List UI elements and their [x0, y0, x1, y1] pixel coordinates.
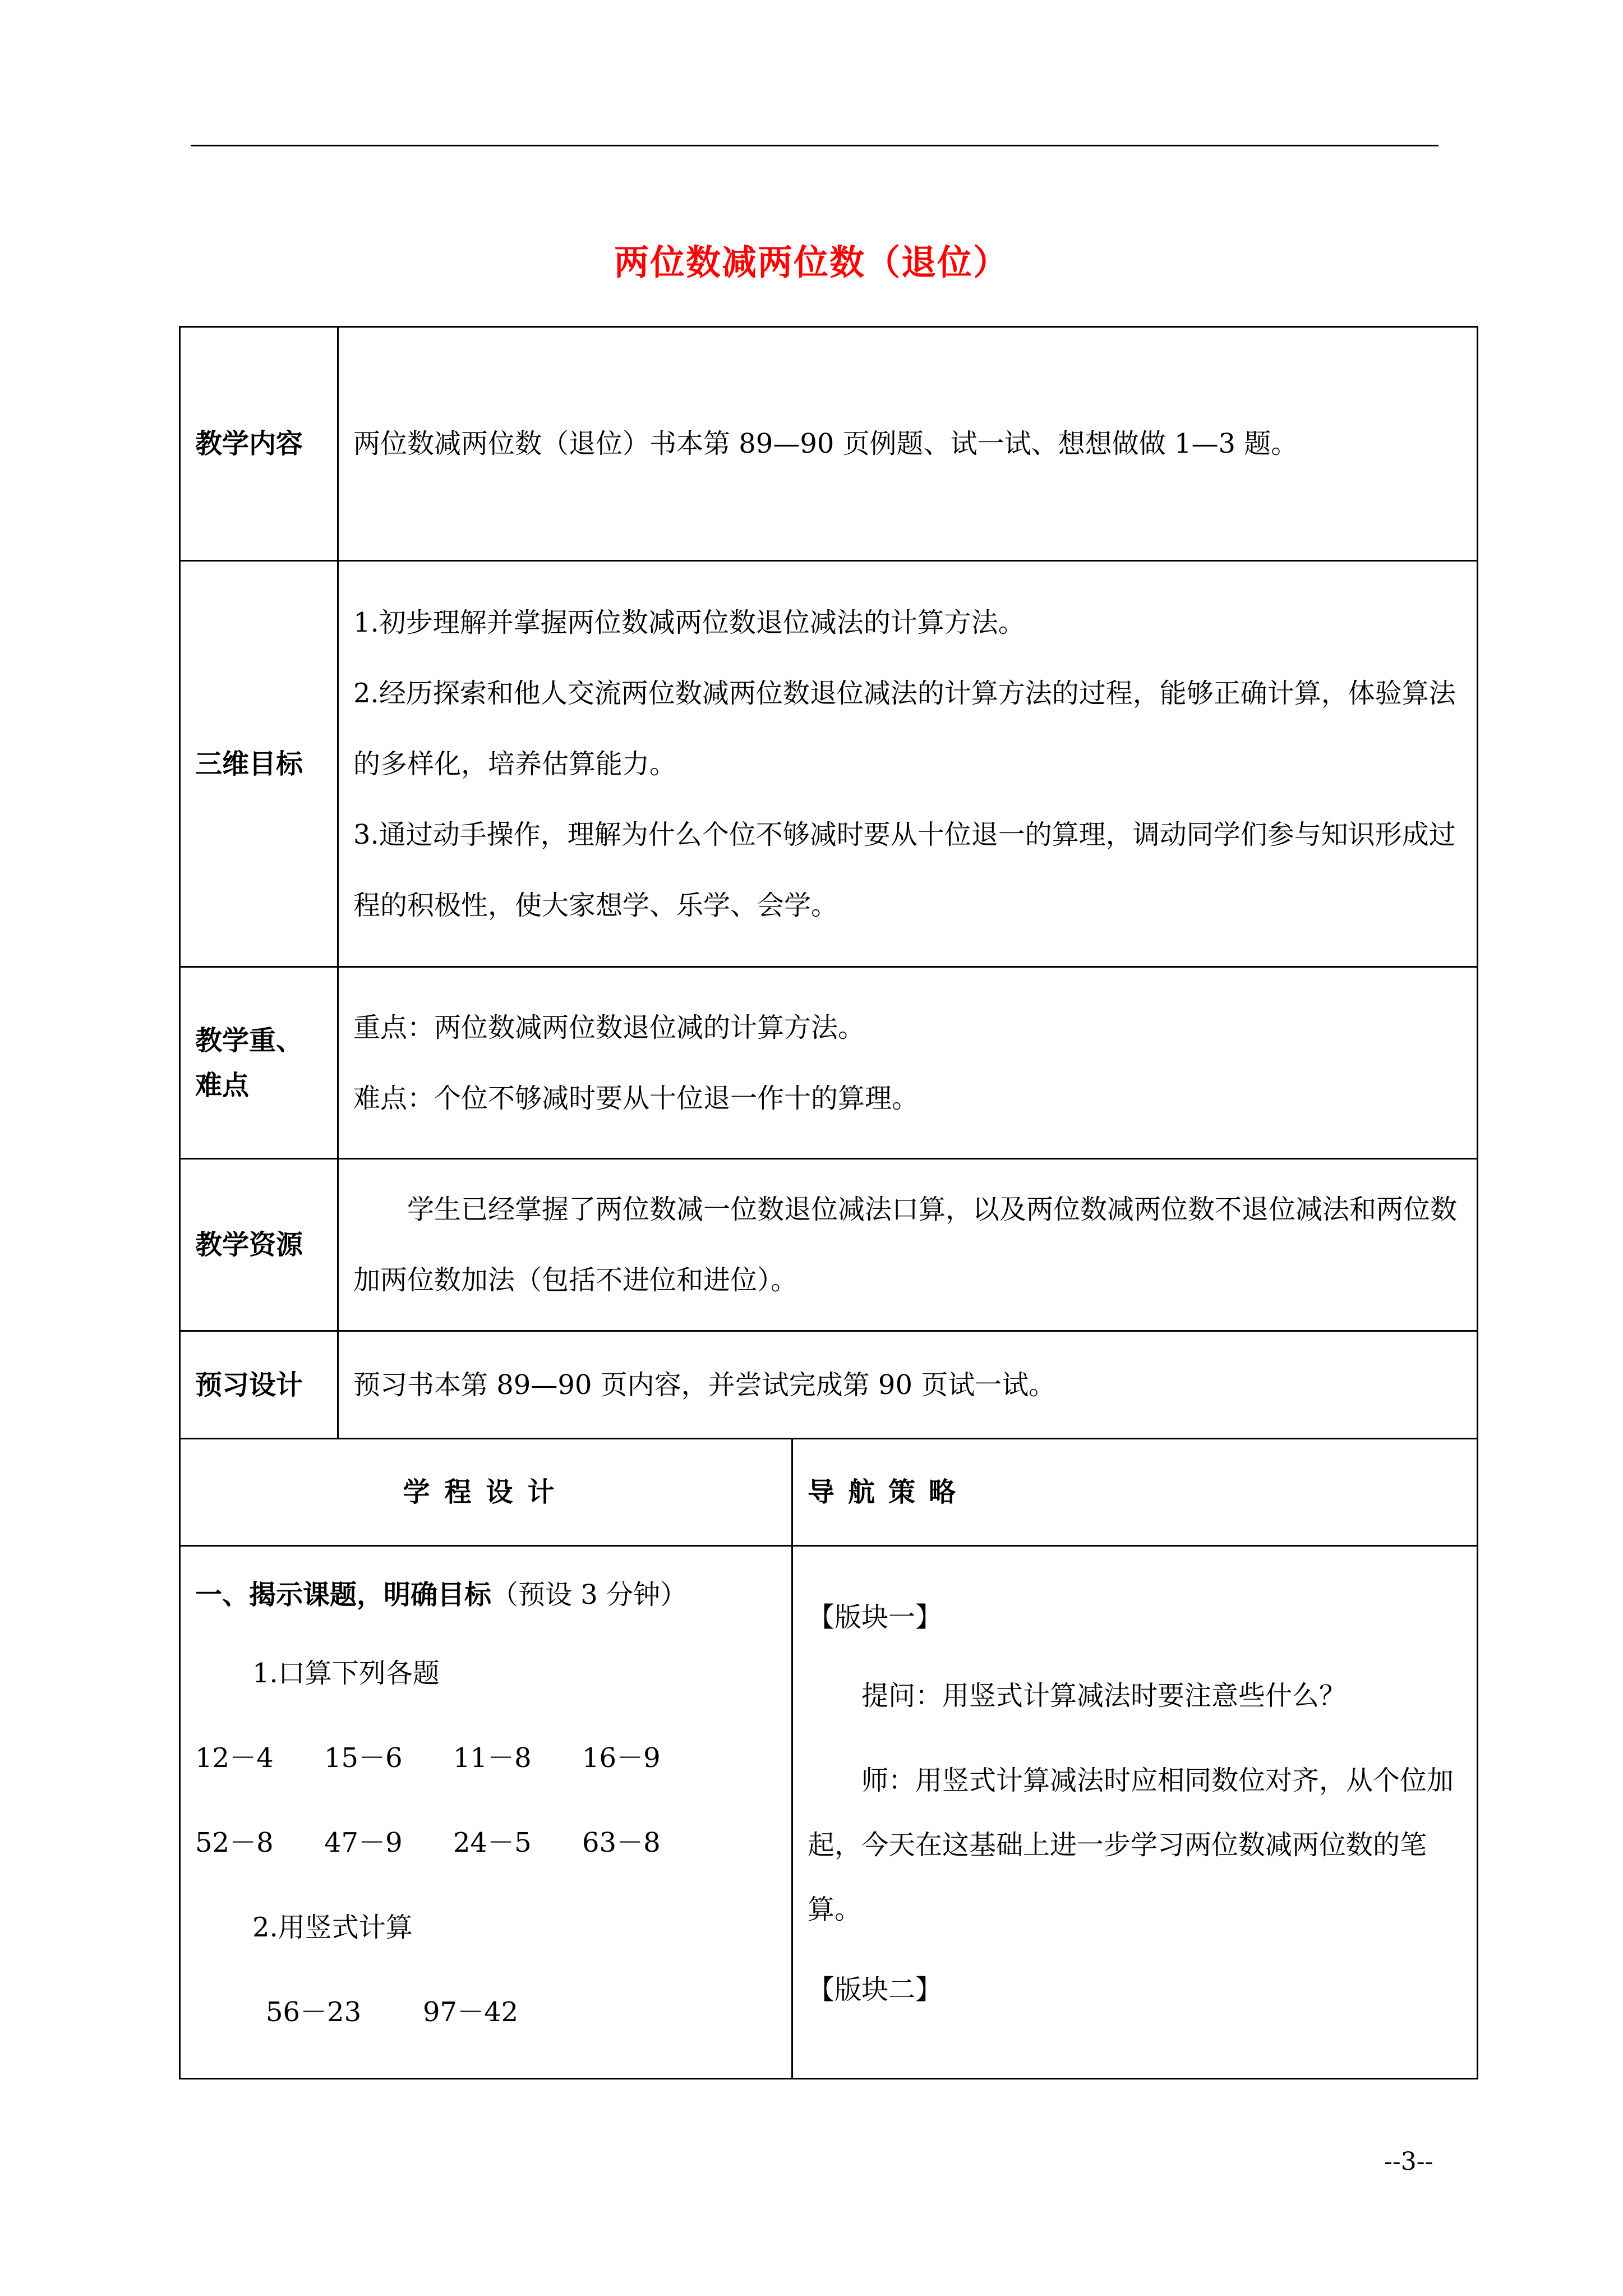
task-one: 1.口算下列各题: [252, 1658, 440, 1689]
navigation-strategy-cell: [792, 1546, 1478, 2079]
value-goals: [338, 561, 1478, 967]
heading-navigation-strategy: 导航策略: [792, 1439, 1478, 1546]
calc-row-3: [195, 1970, 777, 2055]
goal-item-2: 2.经历探索和他人交流两位数减两位数退位减法的计算方法的过程，能够正确计算，体验算法的多样化，培养估算能力。: [353, 677, 1456, 780]
row-preview: [180, 1331, 1478, 1439]
row-goals: [180, 561, 1478, 967]
row-column-headings: [180, 1439, 1478, 1546]
difficulty-text: 难点：个位不够减时要从十位退一作十的算理。: [353, 1082, 919, 1114]
label-key-points: [180, 967, 338, 1159]
header-rule: [191, 145, 1438, 146]
section-one-note: （预设 3 分钟）: [491, 1579, 688, 1611]
teacher-explanation: 师：用竖式计算减法时应相同数位对齐，从个位加起，今天在这基础上进一步学习两位数减两位数的笔算。: [808, 1765, 1454, 1925]
goal-item-1: 1.初步理解并掌握两位数减两位数退位减法的计算方法。: [353, 606, 1025, 638]
calc-item: 52－8: [195, 1827, 274, 1858]
row-key-points: [180, 967, 1478, 1159]
value-resources: [338, 1159, 1478, 1331]
row-teaching-content: [180, 327, 1478, 561]
section-one-heading: [195, 1570, 777, 1631]
lesson-plan-table: [179, 326, 1478, 2079]
calc-item: 16－9: [582, 1742, 661, 1774]
value-teaching-content: [338, 327, 1478, 561]
label-goals: 三维目标: [180, 561, 338, 967]
teacher-question: 提问：用竖式计算减法时要注意些什么？: [861, 1680, 1347, 1711]
value-key-points: [338, 967, 1478, 1159]
goal-item-3: 3.通过动手操作，理解为什么个位不够减时要从十位退一的算理，调动同学们参与知识形成过程的积极性，使大家想学、乐学、会学。: [353, 818, 1456, 921]
calc-item: 56－23: [266, 1996, 362, 2028]
calc-item: 12－4: [195, 1742, 274, 1774]
key-points-label-text: 教学重、难点: [195, 1024, 303, 1101]
block-one-label: 【版块一】: [808, 1602, 943, 1633]
calc-item: 24－5: [453, 1827, 532, 1858]
label-teaching-content: 教学内容: [180, 327, 338, 561]
section-one-title: 一、揭示课题，明确目标: [195, 1579, 492, 1611]
calc-item: 11－8: [453, 1742, 532, 1774]
preview-text: 预习书本第 89—90 页内容，并尝试完成第 90 页试一试。: [353, 1369, 1056, 1401]
label-preview: 预习设计: [180, 1331, 338, 1439]
focus-text: 重点：两位数减两位数退位减的计算方法。: [353, 1011, 865, 1043]
teaching-content-text: 两位数减两位数（退位）书本第 89—90 页例题、试一试、想想做做 1—3 题。: [353, 428, 1298, 459]
calc-item: 63－8: [582, 1827, 661, 1858]
heading-learning-design: 学程设计: [180, 1439, 792, 1546]
value-preview: [338, 1331, 1478, 1439]
resources-text: 学生已经掌握了两位数减一位数退位减法口算，以及两位数减两位数不退位减法和两位数加两位数加法（包括不进位和进位）。: [353, 1194, 1458, 1296]
block-two-label: 【版块二】: [808, 1974, 943, 2005]
learning-design-cell: [180, 1546, 792, 2079]
row-resources: [180, 1159, 1478, 1331]
calc-row-2: [195, 1801, 777, 1885]
calc-item: 97－42: [423, 1996, 519, 2028]
row-lesson-flow: [180, 1546, 1478, 2079]
document-title: 两位数减两位数（退位）: [614, 242, 1009, 283]
label-resources: 教学资源: [180, 1159, 338, 1331]
calc-row-1: [195, 1716, 777, 1801]
task-two: 2.用竖式计算: [252, 1912, 413, 1943]
calc-item: 15－6: [324, 1742, 403, 1774]
page-number: --3--: [1384, 2147, 1433, 2176]
calc-item: 47－9: [324, 1827, 403, 1858]
